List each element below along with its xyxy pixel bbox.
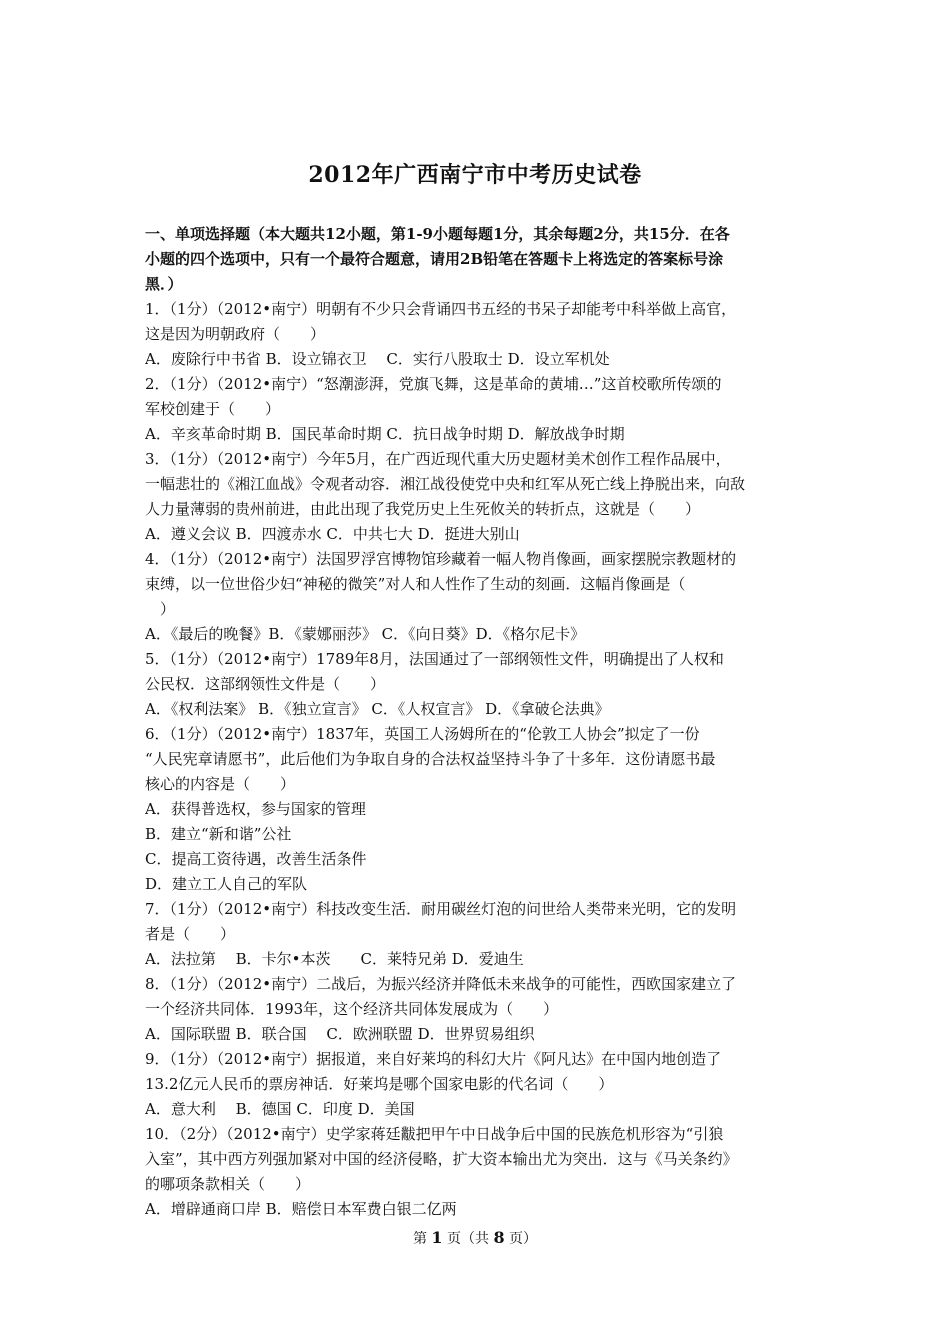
option-line: A．《权利法案》 B．《独立宣言》 C．《人权宣言》 D．《拿破仑法典》 xyxy=(145,700,610,718)
option-line: A．辛亥革命时期 B．国民革命时期 C．抗日战争时期 D．解放战争时期 xyxy=(145,425,625,443)
option-line: A．获得普选权，参与国家的管理 xyxy=(145,800,366,818)
question-line: 一幅悲壮的《湘江血战》令观者动容．湘江战役使党中央和红军从死亡线上挣脱出来，向敌 xyxy=(145,475,746,493)
option-line: C．提高工资待遇，改善生活条件 xyxy=(145,850,367,868)
footer-page-number: 1 xyxy=(431,1228,443,1247)
question-line: 4．（1分）（2012•南宁）法国罗浮宫博物馆珍藏着一幅人物肖像画，画家摆脱宗教题材的 xyxy=(145,550,737,568)
question-content xyxy=(145,222,813,1222)
page-title: 2012年广西南宁市中考历史试卷 xyxy=(308,162,642,188)
question-line: 13.2亿元人民币的票房神话．好莱坞是哪个国家电影的代名词（ ） xyxy=(145,1075,614,1093)
question-line: “人民宪章请愿书”，此后他们为争取自身的合法权益坚持斗争了十多年．这份请愿书最 xyxy=(145,750,716,768)
question-line: 6．（1分）（2012•南宁）1837年，英国工人汤姆所在的“伦敦工人协会”拟定了一份 xyxy=(145,725,700,743)
option-line: A．《最后的晚餐》B．《蒙娜丽莎》 C．《向日葵》D．《格尔尼卡》 xyxy=(145,625,586,643)
option-line: D．建立工人自己的军队 xyxy=(145,875,308,893)
question-line: 军校创建于（ ） xyxy=(145,400,281,418)
question-line: 者是（ ） xyxy=(145,925,236,943)
section-heading xyxy=(145,222,813,297)
question-line: 5．（1分）（2012•南宁）1789年8月，法国通过了一部纲领性文件，明确提出了人权和 xyxy=(145,650,724,668)
footer-prefix: 第 xyxy=(412,1231,427,1247)
question-list xyxy=(145,297,813,1222)
question-line: 核心的内容是（ ） xyxy=(145,775,296,793)
option-line: A．国际联盟 B．联合国 C．欧洲联盟 D．世界贸易组织 xyxy=(145,1025,535,1043)
footer-suffix: 页） xyxy=(509,1231,538,1247)
question-line: 9．（1分）（2012•南宁）据报道，来自好莱坞的科幻大片《阿凡达》在中国内地创造了 xyxy=(145,1050,722,1068)
question-line: 一个经济共同体．1993年，这个经济共同体发展成为（ ） xyxy=(145,1000,559,1018)
section-heading-line: 小题的四个选项中，只有一个最符合题意，请用2B铅笔在答题卡上将选定的答案标号涂 xyxy=(145,250,724,268)
option-line: A．意大利 B．德国 C．印度 D．美国 xyxy=(145,1100,415,1118)
question-line: 3．（1分）（2012•南宁）今年5月，在广西近现代重大历史题材美术创作工程作品展中， xyxy=(145,450,731,468)
page-footer xyxy=(0,1228,950,1248)
question-line: 束缚，以一位世俗少妇“神秘的微笑”对人和人性作了生动的刻画．这幅肖像画是（ xyxy=(145,575,686,593)
footer-middle: 页（共 xyxy=(447,1231,489,1247)
question-line: 1．（1分）（2012•南宁）明朝有不少只会背诵四书五经的书呆子却能考中科举做上高官， xyxy=(145,300,737,318)
option-line: A．遵义会议 B．四渡赤水 C．中共七大 D．挺进大别山 xyxy=(145,525,520,543)
section-heading-line: 黑．） xyxy=(145,275,183,293)
question-line: 入室”，其中西方列强加紧对中国的经济侵略，扩大资本输出尤为突出．这与《马关条约》 xyxy=(145,1150,738,1168)
section-heading-line: 一、单项选择题（本大题共12小题，第1-9小题每题1分，其余每题2分，共15分．在各 xyxy=(145,225,730,243)
question-line: 8．（1分）（2012•南宁）二战后，为振兴经济并降低未来战争的可能性，西欧国家建立了 xyxy=(145,975,737,993)
option-line: A．废除行中书省 B．设立锦衣卫 C．实行八股取士 D．设立军机处 xyxy=(145,350,610,368)
question-line: 的哪项条款相关（ ） xyxy=(145,1175,311,1193)
question-line: 7．（1分）（2012•南宁）科技改变生活．耐用碳丝灯泡的问世给人类带来光明，它的发明 xyxy=(145,900,737,918)
question-line: 这是因为明朝政府（ ） xyxy=(145,325,326,343)
question-line: ） xyxy=(145,600,176,618)
option-line: B．建立“新和谐”公社 xyxy=(145,825,292,843)
question-line: 人力量薄弱的贵州前进，由此出现了我党历史上生死攸关的转折点，这就是（ ） xyxy=(145,500,701,518)
option-line: A．法拉第 B．卡尔•本茨 C．莱特兄弟 D．爱迪生 xyxy=(145,950,524,968)
question-line: 10．（2分）（2012•南宁）史学家蒋廷黻把甲午中日战争后中国的民族危机形容为“引狼 xyxy=(145,1125,724,1143)
footer-total-pages: 8 xyxy=(493,1228,505,1247)
question-line: 2．（1分）（2012•南宁）“怒潮澎湃，党旗飞舞，这是革命的黄埔…”这首校歌所传颂的 xyxy=(145,375,722,393)
option-line: A．增辟通商口岸 B．赔偿日本军费白银二亿两 xyxy=(145,1200,457,1218)
question-line: 公民权．这部纲领性文件是（ ） xyxy=(145,675,386,693)
